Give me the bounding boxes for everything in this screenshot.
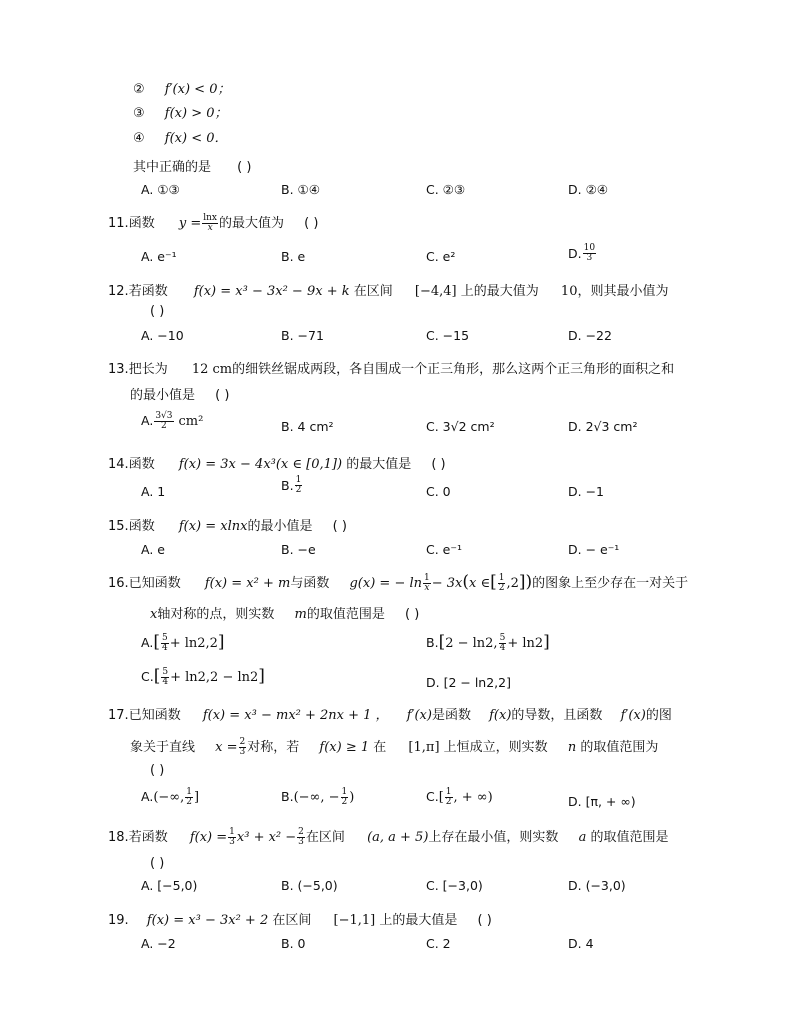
statement-2 <box>133 78 230 97</box>
question-number: 12. <box>108 284 129 299</box>
q17-option-c: C.[ $\frac{1}{2}$ , + ∞) <box>426 787 493 807</box>
statement-expr: f(x) > 0； <box>164 106 228 121</box>
q11-stem: 11.函数 y = $\frac{\ln x}{x}$ 的最大值为 ( ) <box>108 213 319 233</box>
statement-4 <box>133 127 228 146</box>
q11-option-c: C. e² <box>426 249 456 264</box>
answer-blank: ( ) <box>431 457 446 472</box>
q17-blank <box>150 763 164 778</box>
statement-mark: ② <box>133 82 145 97</box>
q18-blank <box>150 856 164 871</box>
fraction: $\frac{1}{2}$ <box>445 787 452 807</box>
question-number: 15. <box>108 519 129 534</box>
q13-stem: 13.把长为 12 cm的细铁丝锯成两段，各自围成一个正三角形，那么这两个正三角形的面积之和 <box>108 362 675 377</box>
q15-option-d: D. − e⁻¹ <box>568 542 620 557</box>
q15-option-c: C. e⁻¹ <box>426 542 462 557</box>
q17-option-a: A.(−∞, $\frac{1}{2}$ ] <box>141 787 200 807</box>
q16-stem: 16.已知函数 f(x) = x² + m与函数 g(x) = − ln $\frac{1}{x}$ − 3x(x ∈[ $\frac{1}{2}$ ,2])的图象上至少存在一对关于 <box>108 572 689 593</box>
answer-blank: ( ) <box>304 216 319 231</box>
answer-blank: ( ) <box>332 519 347 534</box>
q18-option-a: A. [−5,0) <box>141 878 198 893</box>
q13-option-b: B. 4 cm² <box>281 419 334 434</box>
q19-option-d: D. 4 <box>568 936 594 951</box>
q10-option-c: C. ②③ <box>426 182 466 197</box>
statement-3 <box>133 102 228 121</box>
q18-stem: 18.若函数 f(x) = $\frac{1}{3}$ x³ + x² − $\frac{2}{3}$ 在区间 (a, a + 5)上存在最小值，则实数 a 的取值范围是 <box>108 827 669 847</box>
q11-option-d: D. $\frac{10}{3}$ <box>568 243 596 263</box>
q12-option-b: B. −71 <box>281 328 324 343</box>
answer-blank: ( ) <box>150 856 165 871</box>
answer-blank: ( ) <box>477 913 492 928</box>
question-number: 16. <box>108 576 129 591</box>
answer-blank: ( ) <box>215 388 230 403</box>
q12-stem: 12.若函数 f(x) = x³ − 3x² − 9x + k 在区间 [−4,4] 上的最大值为 10，则其最小值为 <box>108 284 669 299</box>
q13-option-d: D. 2√3 cm² <box>568 419 638 434</box>
fraction: $\frac{5}{4}$ <box>499 633 506 653</box>
q19-option-b: B. 0 <box>281 936 306 951</box>
q18-option-b: B. (−5,0) <box>281 878 338 893</box>
q12-option-c: C. −15 <box>426 328 470 343</box>
q10-option-d: D. ②④ <box>568 182 608 197</box>
q17-option-d: D. [π, + ∞) <box>568 794 636 809</box>
q16-option-c: C.[ $\frac{5}{4}$ + ln2,2 − ln2] <box>141 666 265 687</box>
q17-stem: 17.已知函数 f(x) = x³ − mx² + 2nx + 1 ， f′(x)是函数 f(x)的导数，且函数 f′(x)的图 <box>108 708 672 723</box>
fraction: $\frac{5}{4}$ <box>162 667 169 687</box>
question-number: 19. <box>108 913 129 928</box>
fraction: $\frac{3√3}{2}$ <box>155 411 173 431</box>
fraction: $\frac{5}{4}$ <box>161 633 168 653</box>
q10-option-a: A. ①③ <box>141 182 180 197</box>
fraction: $\frac{1}{x}$ <box>424 573 430 593</box>
fraction: $\frac{10}{3}$ <box>583 243 596 263</box>
q13-stem-line2: 的最小值是 ( ) <box>130 388 230 403</box>
q10-option-b: B. ①④ <box>281 182 320 197</box>
fraction: $\frac{1}{3}$ <box>229 827 235 847</box>
q13-option-a: A. $\frac{3√3}{2}$ cm² <box>141 411 204 431</box>
q16-option-a: A.[ $\frac{5}{4}$ + ln2,2] <box>141 632 225 653</box>
fraction: $\frac{1}{2}$ <box>295 475 302 495</box>
statement-mark: ③ <box>133 106 145 121</box>
q15-stem: 15.函数 f(x) = xlnx的最小值是 ( ) <box>108 519 347 534</box>
q14-stem: 14.函数 f(x) = 3x − 4x³(x ∈ [0,1]) 的最大值是 ( ) <box>108 457 446 472</box>
answer-blank: ( ) <box>404 607 420 622</box>
q11-option-b: B. e <box>281 249 306 264</box>
answer-blank: ( ) <box>150 763 165 778</box>
q10-prompt: 其中正确的是 ( ) <box>133 160 252 175</box>
q18-option-c: C. [−3,0) <box>426 878 483 893</box>
question-number: 17. <box>108 708 129 723</box>
q12-option-d: D. −22 <box>568 328 612 343</box>
question-number: 14. <box>108 457 129 472</box>
q12-option-a: A. −10 <box>141 328 184 343</box>
question-number: 18. <box>108 830 129 845</box>
statement-expr: f(x) < 0． <box>164 131 228 146</box>
fraction: $\frac{1}{2}$ <box>186 787 192 807</box>
q16-option-d: D. [2 − ln2,2] <box>426 675 511 690</box>
q19-option-a: A. −2 <box>141 936 176 951</box>
q17-stem-line2: 象关于直线 x = $\frac{2}{3}$ 对称，若 f(x) ≥ 1 在 [1,π] 上恒成立，则实数 n 的取值范围为 <box>130 737 659 757</box>
q18-option-d: D. (−3,0) <box>568 878 626 893</box>
statement-mark: ④ <box>133 131 145 146</box>
fraction: $\frac{\ln x}{x}$ <box>203 213 217 233</box>
q13-option-c: C. 3√2 cm² <box>426 419 495 434</box>
answer-blank: ( ) <box>150 304 165 319</box>
question-number: 11. <box>108 216 129 231</box>
q12-blank <box>150 304 164 319</box>
q11-option-a: A. e⁻¹ <box>141 249 177 264</box>
answer-blank: ( ) <box>237 160 252 175</box>
question-number: 13. <box>108 362 129 377</box>
q19-stem: 19. f(x) = x³ − 3x² + 2 在区间 [−1,1] 上的最大值是 ( ) <box>108 913 492 928</box>
q17-option-b: B.(−∞, − $\frac{1}{2}$ ) <box>281 787 355 807</box>
q15-option-b: B. −e <box>281 542 316 557</box>
q14-option-a: A. 1 <box>141 484 166 499</box>
statement-expr: f′(x) < 0； <box>164 82 231 97</box>
fraction: $\frac{2}{3}$ <box>298 827 304 847</box>
q14-option-c: C. 0 <box>426 484 451 499</box>
q14-option-b: B. $\frac{1}{2}$ <box>281 475 302 495</box>
fraction: $\frac{1}{2}$ <box>341 787 348 807</box>
fraction: $\frac{1}{2}$ <box>498 573 505 593</box>
q14-option-d: D. −1 <box>568 484 604 499</box>
q16-option-b: B.[2 − ln2, $\frac{5}{4}$ + ln2] <box>426 632 550 653</box>
q16-stem-line2: x轴对称的点，则实数 m的取值范围是 ( ) <box>150 607 420 622</box>
q19-option-c: C. 2 <box>426 936 451 951</box>
q15-option-a: A. e <box>141 542 165 557</box>
fraction: $\frac{2}{3}$ <box>239 737 246 757</box>
